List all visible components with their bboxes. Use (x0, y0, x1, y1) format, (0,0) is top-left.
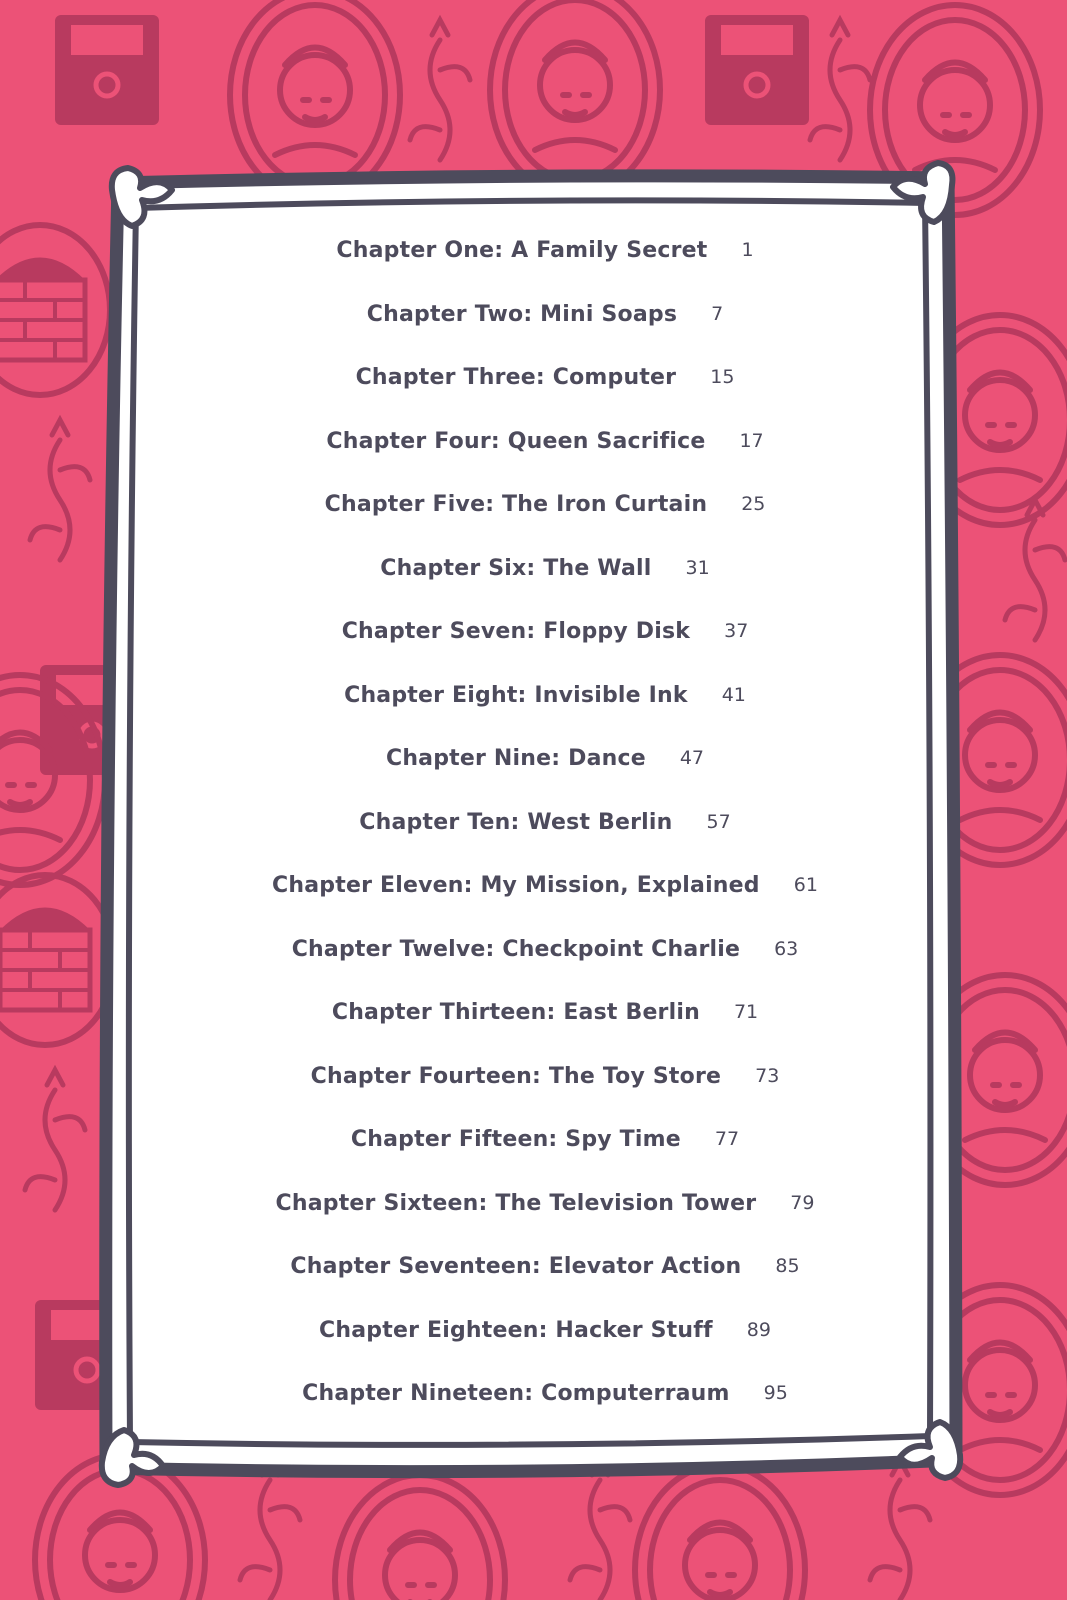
chapter-page-number: 73 (755, 1065, 780, 1087)
chapter-title: Chapter Two: Mini Soaps (366, 301, 678, 327)
chapter-title: Chapter Six: The Wall (380, 555, 652, 581)
toc-entry (150, 421, 940, 461)
toc-entry (150, 1310, 940, 1350)
chapter-page-number: 95 (763, 1382, 788, 1404)
chapter-page-number: 61 (793, 874, 818, 896)
toc-entry (150, 1183, 940, 1223)
chapter-title: Chapter Eleven: My Mission, Explained (272, 872, 760, 898)
chapter-page-number: 25 (741, 493, 766, 515)
chapter-title: Chapter Nineteen: Computerraum (302, 1380, 730, 1406)
chapter-page-number: 85 (775, 1255, 800, 1277)
chapter-title: Chapter Five: The Iron Curtain (324, 491, 708, 517)
chapter-page-number: 15 (710, 366, 735, 388)
toc-entry (150, 1056, 940, 1096)
toc-entry (150, 865, 940, 905)
table-of-contents (150, 220, 940, 1460)
toc-entry (150, 357, 940, 397)
chapter-title: Chapter Sixteen: The Television Tower (275, 1190, 757, 1216)
toc-entry (150, 802, 940, 842)
chapter-page-number: 41 (721, 684, 746, 706)
chapter-title: Chapter One: A Family Secret (336, 237, 708, 263)
chapter-page-number: 71 (733, 1001, 759, 1023)
chapter-page-number: 17 (739, 430, 764, 452)
toc-entry (150, 929, 940, 969)
chapter-page-number: 31 (685, 557, 710, 579)
chapter-page-number: 37 (724, 620, 749, 642)
toc-entry (150, 675, 940, 715)
toc-entry (150, 230, 940, 270)
toc-entry (150, 992, 940, 1032)
chapter-page-number: 63 (774, 938, 799, 960)
chapter-page-number: 1 (741, 239, 754, 261)
toc-entry (150, 738, 940, 778)
chapter-title: Chapter Seventeen: Elevator Action (290, 1253, 742, 1279)
toc-entry (150, 548, 940, 588)
chapter-page-number: 57 (706, 811, 731, 833)
chapter-page-number: 7 (711, 303, 724, 325)
chapter-page-number: 79 (790, 1192, 815, 1214)
chapter-page-number: 89 (746, 1319, 771, 1341)
chapter-title: Chapter Thirteen: East Berlin (331, 999, 700, 1025)
chapter-title: Chapter Ten: West Berlin (359, 809, 673, 835)
toc-entry (150, 484, 940, 524)
toc-entry (150, 611, 940, 651)
toc-entry (150, 1119, 940, 1159)
chapter-title: Chapter Four: Queen Sacrifice (326, 428, 706, 454)
chapter-page-number: 77 (714, 1128, 740, 1150)
chapter-title: Chapter Three: Computer (355, 364, 677, 390)
chapter-title: Chapter Seven: Floppy Disk (341, 618, 691, 644)
chapter-title: Chapter Fourteen: The Toy Store (310, 1063, 722, 1089)
toc-entry (150, 1246, 940, 1286)
chapter-title: Chapter Eighteen: Hacker Stuff (319, 1317, 713, 1343)
toc-entry (150, 294, 940, 334)
chapter-title: Chapter Nine: Dance (385, 745, 646, 771)
chapter-page-number: 47 (679, 747, 705, 769)
toc-entry (150, 1373, 940, 1413)
chapter-title: Chapter Twelve: Checkpoint Charlie (291, 936, 741, 962)
chapter-title: Chapter Fifteen: Spy Time (350, 1126, 681, 1152)
chapter-title: Chapter Eight: Invisible Ink (344, 682, 688, 708)
